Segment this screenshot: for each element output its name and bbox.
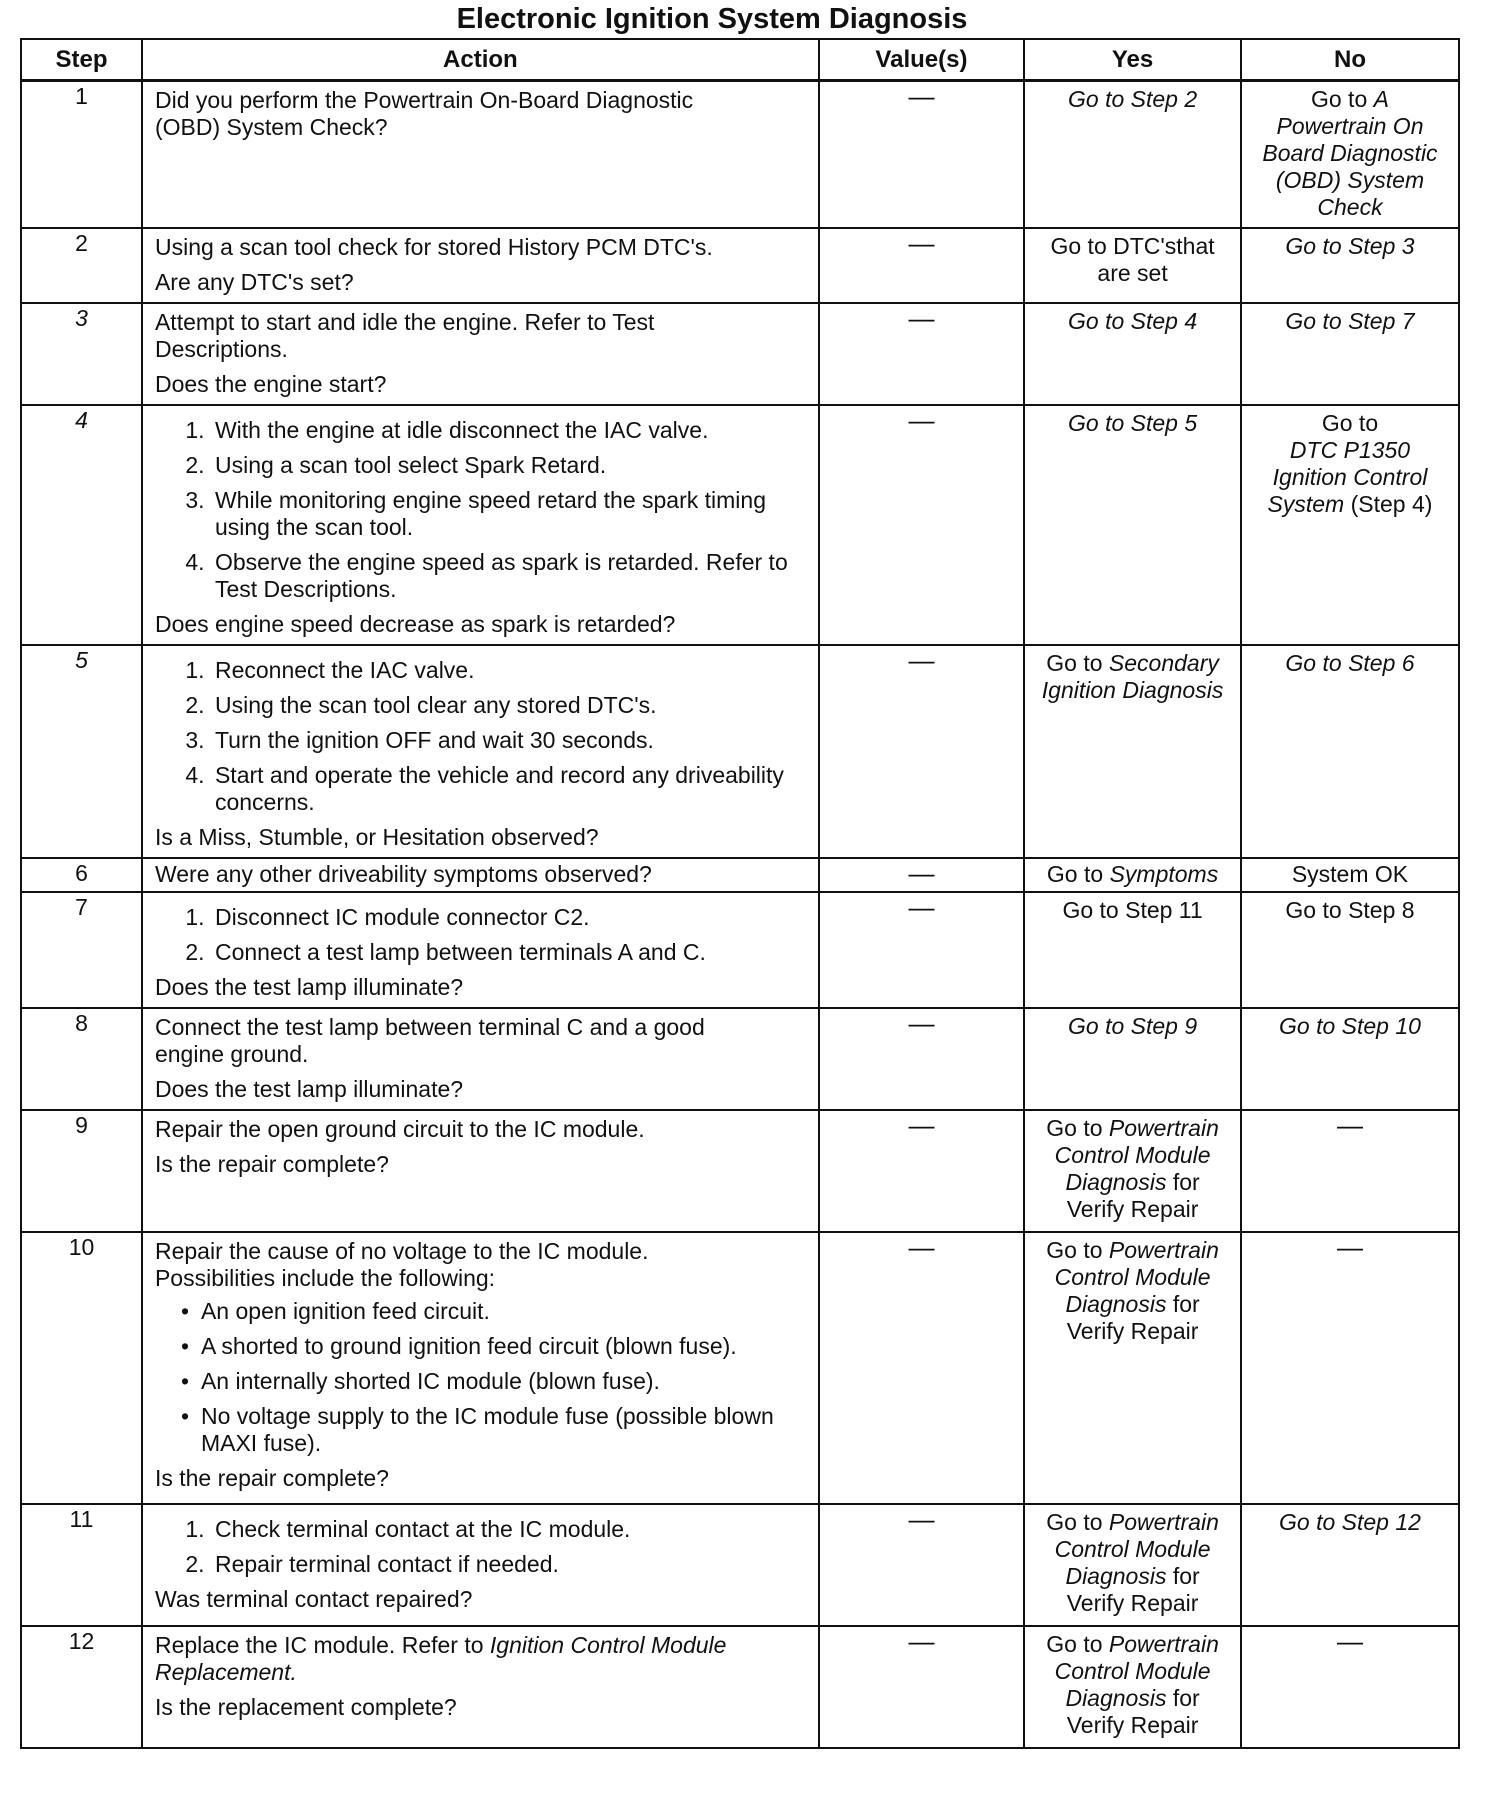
step-number: 10: [21, 1232, 142, 1504]
no-dash: —: [1336, 1110, 1363, 1140]
yes-tail: Verify Repair: [1066, 1318, 1199, 1344]
list-item: • A shorted to ground ignition feed circuit (blown fuse).: [201, 1333, 810, 1360]
value-dash: —: [908, 1626, 935, 1656]
action-cell: [142, 892, 819, 1008]
yes-prefix: Go to: [1046, 1631, 1109, 1657]
header-action: Action: [142, 39, 819, 81]
step-number: 5: [21, 645, 142, 858]
action-text: Did you perform the Powertrain On-Board Diagnostic: [154, 87, 694, 113]
action-question: Is the replacement complete?: [154, 1694, 457, 1720]
header-yes: Yes: [1024, 39, 1241, 81]
action-text: Using a scan tool check for stored History PCM DTC's.: [154, 234, 713, 260]
header-no: No: [1241, 39, 1459, 81]
yes-link[interactable]: Powertrain: [1108, 1509, 1219, 1535]
yes-cell: [1024, 858, 1241, 892]
yes-link[interactable]: Go to Step 2: [1068, 86, 1198, 112]
no-prefix: Go to: [1310, 86, 1374, 112]
yes-link[interactable]: Control Module: [1054, 1142, 1211, 1168]
action-text: Descriptions.: [154, 336, 288, 362]
action-text: Replace the IC module. Refer to: [154, 1632, 490, 1658]
yes-link[interactable]: Diagnosis: [1065, 1563, 1167, 1589]
action-cell: [142, 645, 819, 858]
no-prefix: Go to: [1321, 410, 1379, 436]
step-number: 1: [21, 81, 142, 229]
yes-text[interactable]: Go to DTC'sthat: [1050, 233, 1215, 259]
list-item: 2. Using the scan tool clear any stored DTC's.: [211, 692, 810, 719]
value-dash: —: [908, 228, 935, 258]
no-link[interactable]: System: [1267, 491, 1345, 517]
step-number: 6: [21, 858, 142, 892]
action-cell: [142, 228, 819, 303]
list-item: • An open ignition feed circuit.: [201, 1298, 810, 1325]
action-text: Attempt to start and idle the engine. Refer to Test: [154, 309, 655, 335]
value-cell: [819, 1626, 1024, 1748]
list-item: 2. Using a scan tool select Spark Retard.: [211, 452, 810, 479]
yes-link[interactable]: Symptoms: [1109, 861, 1219, 887]
yes-tail: Verify Repair: [1066, 1712, 1199, 1738]
step-number: 2: [21, 228, 142, 303]
yes-link[interactable]: Ignition Diagnosis: [1041, 677, 1224, 703]
no-cell: [1241, 1110, 1459, 1232]
yes-cell: [1024, 1232, 1241, 1504]
action-text: (OBD) System Check?: [154, 114, 388, 140]
action-text: Repair the cause of no voltage to the IC module.: [154, 1238, 649, 1264]
action-text: Connect the test lamp between terminal C and a good: [154, 1014, 705, 1040]
yes-text[interactable]: Go to Step 11: [1062, 897, 1203, 923]
value-cell: [819, 1110, 1024, 1232]
list-item: 1. Check terminal contact at the IC module.: [211, 1516, 810, 1543]
no-cell: [1241, 1626, 1459, 1748]
step-number: 4: [21, 405, 142, 645]
action-question: Is the repair complete?: [154, 1151, 389, 1177]
no-link[interactable]: Ignition Control: [1272, 464, 1428, 490]
no-text: System OK: [1291, 861, 1409, 887]
page-title: Electronic Ignition System Diagnosis: [456, 3, 968, 35]
step-number: 12: [21, 1626, 142, 1748]
table-row: [21, 228, 1459, 303]
action-question: Does engine speed decrease as spark is retarded?: [154, 611, 676, 637]
yes-link[interactable]: Powertrain: [1108, 1631, 1219, 1657]
no-link[interactable]: Go to Step 12: [1279, 1509, 1421, 1535]
list-item: 1. Reconnect the IAC valve.: [211, 657, 810, 684]
action-cell: [142, 1504, 819, 1626]
value-dash: —: [908, 858, 935, 888]
table-row: [21, 1008, 1459, 1110]
value-cell: [819, 405, 1024, 645]
list-item: 3. Turn the ignition OFF and wait 30 seconds.: [211, 727, 810, 754]
yes-suffix: for: [1166, 1169, 1200, 1195]
no-link[interactable]: Go to Step 6: [1285, 650, 1415, 676]
action-cell: [142, 858, 819, 892]
yes-prefix: Go to: [1046, 1237, 1109, 1263]
yes-cell: [1024, 1008, 1241, 1110]
value-dash: —: [908, 1008, 935, 1038]
action-cell: [142, 1008, 819, 1110]
table-row: [21, 1232, 1459, 1504]
no-cell: [1241, 405, 1459, 645]
value-dash: —: [908, 1504, 935, 1534]
value-cell: [819, 1504, 1024, 1626]
table-row: [21, 405, 1459, 645]
action-cell: [142, 405, 819, 645]
value-cell: [819, 81, 1024, 229]
action-text: Repair the open ground circuit to the IC module.: [154, 1116, 645, 1142]
action-cell: [142, 1110, 819, 1232]
yes-link[interactable]: Control Module: [1054, 1658, 1211, 1684]
action-question: Were any other driveability symptoms observed?: [154, 861, 652, 887]
value-cell: [819, 303, 1024, 405]
no-cell: [1241, 1504, 1459, 1626]
yes-tail: Verify Repair: [1066, 1196, 1199, 1222]
list-item: 1. With the engine at idle disconnect the IAC valve.: [211, 417, 810, 444]
list-item: 2. Connect a test lamp between terminals A and C.: [211, 939, 810, 966]
yes-link[interactable]: Control Module: [1054, 1536, 1211, 1562]
action-cell: [142, 303, 819, 405]
list-item: 3. While monitoring engine speed retard the spark timing using the scan tool.: [211, 487, 810, 541]
action-link[interactable]: Replacement.: [154, 1659, 297, 1685]
value-dash: —: [908, 81, 935, 111]
yes-link[interactable]: Diagnosis: [1065, 1685, 1167, 1711]
action-cell: [142, 1232, 819, 1504]
yes-link[interactable]: Powertrain: [1108, 1115, 1219, 1141]
no-link[interactable]: Powertrain On: [1276, 113, 1424, 139]
yes-tail: Verify Repair: [1066, 1590, 1199, 1616]
action-list: [155, 657, 810, 816]
action-text: Possibilities include the following:: [154, 1265, 496, 1291]
action-cell: [142, 81, 819, 229]
value-cell: [819, 228, 1024, 303]
yes-link[interactable]: Control Module: [1054, 1264, 1211, 1290]
no-link[interactable]: Board Diagnostic: [1262, 140, 1438, 166]
yes-link[interactable]: Go to Step 5: [1068, 410, 1198, 436]
yes-link[interactable]: Go to Step 9: [1068, 1013, 1198, 1039]
no-text[interactable]: Go to Step 8: [1285, 897, 1415, 923]
no-link[interactable]: Go to Step 3: [1285, 233, 1415, 259]
action-cell: [142, 1626, 819, 1748]
yes-cell: [1024, 303, 1241, 405]
value-cell: [819, 858, 1024, 892]
no-cell: [1241, 858, 1459, 892]
value-cell: [819, 1232, 1024, 1504]
no-dash: —: [1336, 1232, 1363, 1262]
value-dash: —: [908, 303, 935, 333]
bullet-list: [155, 1298, 810, 1457]
value-cell: [819, 1008, 1024, 1110]
yes-cell: [1024, 892, 1241, 1008]
list-item: 4. Start and operate the vehicle and record any driveability concerns.: [211, 762, 810, 816]
no-cell: [1241, 1232, 1459, 1504]
no-link[interactable]: Go to Step 10: [1279, 1013, 1421, 1039]
yes-link[interactable]: Go to Step 4: [1068, 308, 1198, 334]
yes-text[interactable]: are set: [1097, 260, 1168, 286]
value-dash: —: [908, 645, 935, 675]
table-header-row: [21, 39, 1459, 81]
yes-link[interactable]: Powertrain: [1108, 1237, 1219, 1263]
list-item: • No voltage supply to the IC module fuse (possible blown MAXI fuse).: [201, 1403, 810, 1457]
yes-link[interactable]: Diagnosis: [1065, 1291, 1167, 1317]
step-number: 7: [21, 892, 142, 1008]
yes-cell: [1024, 81, 1241, 229]
table-row: [21, 81, 1459, 229]
table-row: [21, 892, 1459, 1008]
no-link[interactable]: (OBD) System: [1275, 167, 1425, 193]
yes-cell: [1024, 645, 1241, 858]
table-row: [21, 645, 1459, 858]
yes-cell: [1024, 228, 1241, 303]
action-list: [155, 1516, 810, 1578]
no-dash: —: [1336, 1626, 1363, 1656]
no-link[interactable]: DTC P1350: [1289, 437, 1411, 463]
yes-cell: [1024, 1504, 1241, 1626]
yes-link[interactable]: Secondary: [1108, 650, 1219, 676]
step-number: 8: [21, 1008, 142, 1110]
table-row: [21, 1626, 1459, 1748]
list-item: 4. Observe the engine speed as spark is retarded. Refer to Test Descriptions.: [211, 549, 810, 603]
action-question: Is a Miss, Stumble, or Hesitation observed?: [154, 824, 599, 850]
action-question: Is the repair complete?: [154, 1465, 389, 1491]
diagnosis-table: [20, 38, 1460, 1749]
list-item: 1. Disconnect IC module connector C2.: [211, 904, 810, 931]
action-question: Does the test lamp illuminate?: [154, 974, 464, 1000]
action-question: Does the engine start?: [154, 371, 387, 397]
no-link[interactable]: Go to Step 7: [1285, 308, 1415, 334]
yes-suffix: for: [1166, 1563, 1200, 1589]
list-item: 2. Repair terminal contact if needed.: [211, 1551, 810, 1578]
yes-prefix: Go to: [1046, 861, 1110, 887]
table-row: [21, 1504, 1459, 1626]
yes-suffix: for: [1166, 1291, 1200, 1317]
yes-prefix: Go to: [1046, 1115, 1109, 1141]
no-cell: [1241, 228, 1459, 303]
yes-suffix: for: [1166, 1685, 1200, 1711]
table-row: [21, 303, 1459, 405]
no-link[interactable]: A: [1373, 86, 1389, 112]
action-question: Does the test lamp illuminate?: [154, 1076, 464, 1102]
table-row: [21, 1110, 1459, 1232]
no-suffix: (Step 4): [1344, 491, 1433, 517]
no-cell: [1241, 303, 1459, 405]
action-question: Are any DTC's set?: [154, 269, 354, 295]
action-text: engine ground.: [154, 1041, 309, 1067]
value-dash: —: [908, 405, 935, 435]
header-values: Value(s): [819, 39, 1024, 81]
yes-cell: [1024, 1110, 1241, 1232]
value-cell: [819, 892, 1024, 1008]
yes-link[interactable]: Diagnosis: [1065, 1169, 1167, 1195]
value-dash: —: [908, 1110, 935, 1140]
table-row: [21, 858, 1459, 892]
yes-cell: [1024, 1626, 1241, 1748]
action-list: [155, 417, 810, 603]
list-item: • An internally shorted IC module (blown fuse).: [201, 1368, 810, 1395]
step-number: 3: [21, 303, 142, 405]
yes-prefix: Go to: [1046, 650, 1109, 676]
value-cell: [819, 645, 1024, 858]
no-cell: [1241, 645, 1459, 858]
no-cell: [1241, 892, 1459, 1008]
yes-cell: [1024, 405, 1241, 645]
step-number: 11: [21, 1504, 142, 1626]
no-link[interactable]: Check: [1317, 194, 1383, 220]
value-dash: —: [908, 892, 935, 922]
header-step: Step: [21, 39, 142, 81]
no-cell: [1241, 81, 1459, 229]
action-list: [155, 904, 810, 966]
no-cell: [1241, 1008, 1459, 1110]
step-number: 9: [21, 1110, 142, 1232]
yes-prefix: Go to: [1046, 1509, 1109, 1535]
action-link[interactable]: Ignition Control Module: [489, 1632, 727, 1658]
action-question: Was terminal contact repaired?: [154, 1586, 473, 1612]
value-dash: —: [908, 1232, 935, 1262]
